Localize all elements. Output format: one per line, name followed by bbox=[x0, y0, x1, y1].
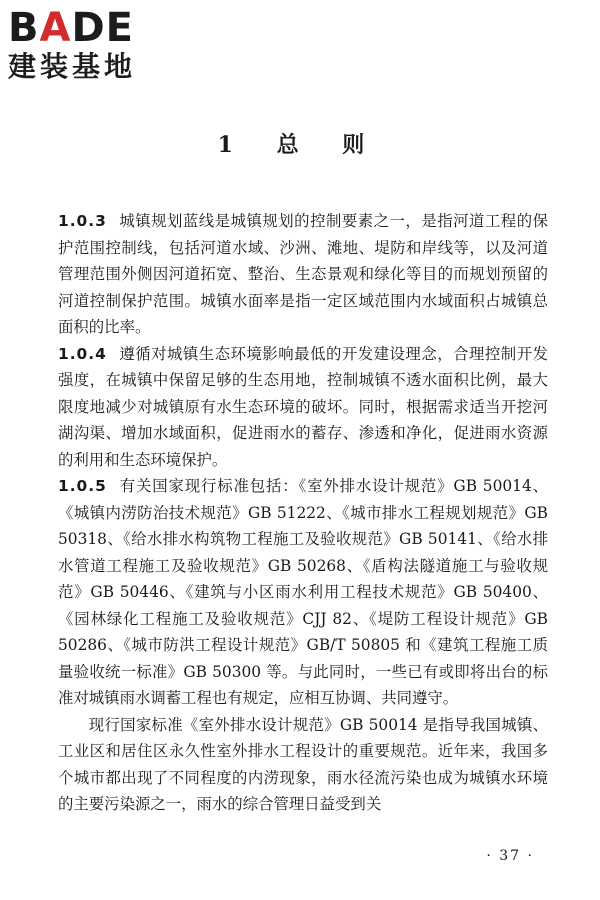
logo-chinese-name: 建装基地 bbox=[8, 50, 137, 83]
brand-logo bbox=[8, 6, 178, 84]
clause-text: 有关国家现行标准包括：《室外排水设计规范》GB 50014、《城镇内涝防治技术规范》GB 51222、《城市排水工程规划规范》GB 50318、《给水排水构筑物工程施工及验收规范》GB 50141、《给水排水管道工程施工及验收规范》GB 50268、《盾构法隧道施工与验收规范》GB 50446、《建筑与小区雨水利用工程技术规范》GB 50400、《园林绿化工程施工及验收规范》CJJ 82、《堤防工程设计规范》GB 50286、《城市防洪工程设计规范》GB/T 50805 和《建筑工程施工质量验收统一标准》GB 50300 等。与此同时，一些已有或即将出台的标准对城镇雨水调蓄工程也有规定，应相互协调、共同遵守。 bbox=[58, 477, 548, 707]
paragraph-text: 现行国家标准《室外排水设计规范》GB 50014 是指导我国城镇、工业区和居住区永久性室外排水工程设计的重要规范。近年来，我国多个城市都出现了不同程度的内涝现象，雨水径流污染也成为城镇水环境的主要污染源之一，雨水的综合管理日益受到关 bbox=[58, 715, 548, 813]
logo-wordmark bbox=[8, 6, 178, 50]
body-paragraph bbox=[58, 712, 548, 818]
clause-1-0-4 bbox=[58, 341, 548, 474]
clause-1-0-5 bbox=[58, 473, 548, 712]
clause-text: 遵循对城镇生态环境影响最低的开发建设理念，合理控制开发强度，在城镇中保留足够的生态用地，控制城镇不透水面积比例，最大限度地减少对城镇原有水生态环境的破坏。同时，根据需求适当开挖河湖沟渠、增加水域面积，促进雨水的蓄存、渗透和净化，促进雨水资源的利用和生态环境保护。 bbox=[58, 344, 548, 469]
page-number: · 37 · bbox=[486, 848, 534, 864]
clause-number: 1.0.4 bbox=[58, 344, 107, 363]
logo-letter-a: A bbox=[39, 5, 72, 51]
clause-text: 城镇规划蓝线是城镇规划的控制要素之一，是指河道工程的保护范围控制线，包括河道水域、沙洲、滩地、堤防和岸线等，以及河道管理范围外侧因河道拓宽、整治、生态景观和绿化等目的而规划预留的河道控制保护范围。城镇水面率是指一定区域范围内水域面积占城镇总面积的比率。 bbox=[58, 212, 548, 336]
clause-number: 1.0.5 bbox=[58, 477, 107, 495]
document-body bbox=[58, 208, 548, 818]
clause-number: 1.0.3 bbox=[58, 212, 107, 230]
logo-letter-b: B bbox=[8, 5, 40, 51]
chapter-title: 1 总 则 bbox=[217, 132, 383, 158]
clause-1-0-3 bbox=[58, 208, 548, 341]
logo-letters-de: DE bbox=[71, 5, 134, 51]
